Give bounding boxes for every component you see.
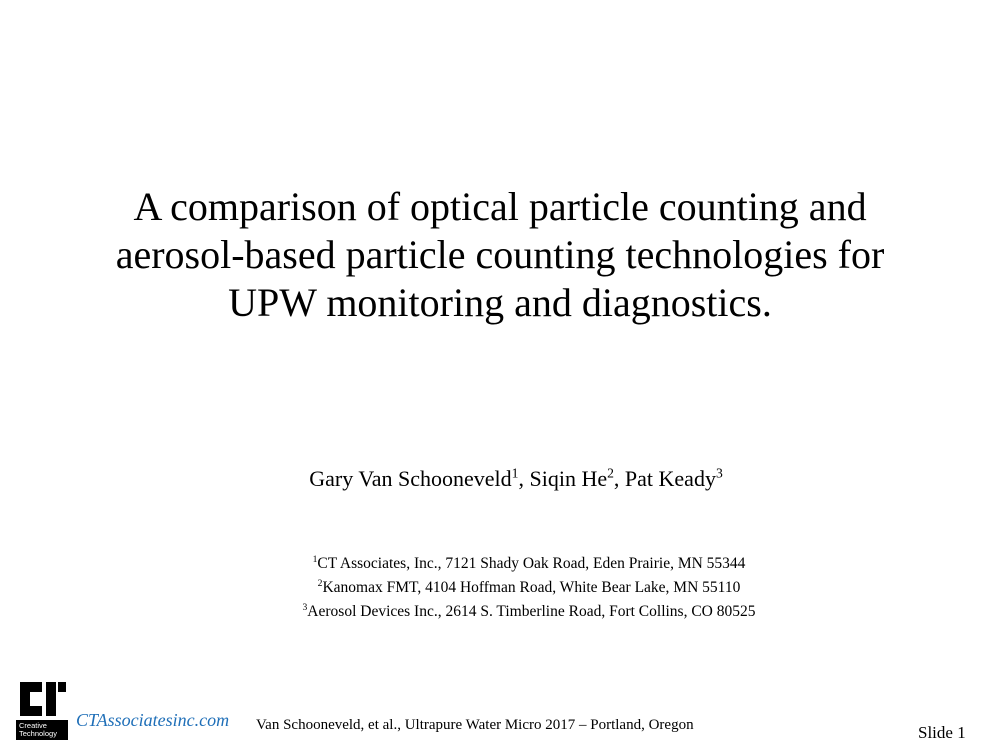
author-separator: ,	[518, 466, 530, 491]
logo-line-1: Creative	[19, 721, 47, 730]
logo-line-2: Technology	[19, 729, 57, 738]
ct-logo-icon	[16, 676, 68, 720]
author-affiliation-mark: 3	[715, 465, 723, 481]
affiliation-text: CT Associates, Inc., 7121 Shady Oak Road, Eden Prairie, MN 55344	[317, 555, 746, 572]
author-name: Gary Van Schooneveld	[309, 466, 512, 491]
footer-citation: Van Schooneveld, et al., Ultrapure Water Micro 2017 – Portland, Oregon	[256, 717, 694, 733]
affiliation-mark: 3	[302, 602, 308, 614]
author-affiliation-mark: 2	[607, 465, 614, 481]
slide-number: Slide 1	[918, 723, 966, 742]
logo-wordmark	[16, 720, 68, 740]
slide-title	[60, 183, 940, 327]
website-link[interactable]: CTAssociatesinc.com	[76, 710, 230, 730]
affiliation-text: Aerosol Devices Inc., 2614 S. Timberline Road, Fort Collins, CO 80525	[307, 603, 756, 620]
author-name: Pat Keady	[624, 466, 716, 491]
affiliation-item	[200, 552, 858, 576]
affiliation-item	[200, 600, 858, 624]
affiliation-item	[200, 576, 858, 600]
title-line-1: A comparison of optical particle counting and	[133, 184, 867, 229]
author-affiliation-mark: 1	[511, 465, 519, 481]
affiliation-mark: 2	[317, 578, 323, 590]
affiliation-mark: 1	[312, 554, 318, 566]
title-line-3: UPW monitoring and diagnostics.	[228, 280, 772, 325]
affiliation-text: Kanomax FMT, 4104 Hoffman Road, White Bear Lake, MN 55110	[322, 579, 741, 596]
author-separator: ,	[613, 466, 625, 491]
author-list	[200, 464, 832, 494]
company-logo	[16, 676, 68, 740]
author-name: Siqin He	[529, 466, 608, 491]
affiliation-list	[200, 552, 858, 624]
title-line-2: aerosol-based particle counting technologies for	[115, 232, 885, 277]
